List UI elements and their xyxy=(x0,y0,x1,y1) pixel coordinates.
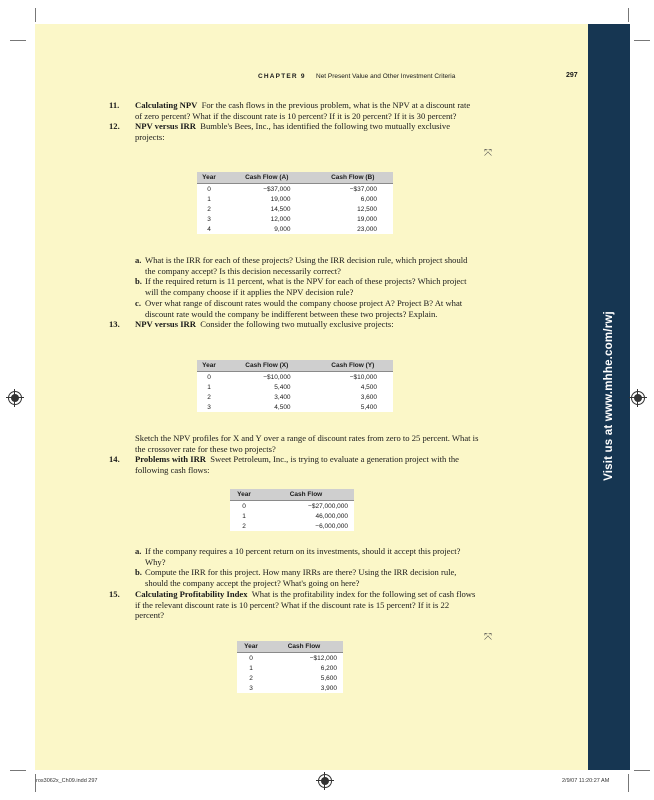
column-header: Year xyxy=(237,641,265,653)
crop-mark xyxy=(10,770,26,771)
registration-mark-icon xyxy=(318,774,332,788)
column-header: Year xyxy=(197,172,221,184)
table-cell: 4,500 xyxy=(274,403,291,411)
table-cell: 3,400 xyxy=(274,393,291,401)
table-cell: 2 xyxy=(207,205,211,213)
column-header: Cash Flow (A) xyxy=(221,172,313,184)
problem-13 xyxy=(109,319,479,330)
problem-number: 12. xyxy=(109,121,120,132)
crop-mark xyxy=(10,40,26,41)
column-header: Year xyxy=(197,360,221,372)
problem-number: 14. xyxy=(109,454,120,465)
cash-flow-table-14 xyxy=(230,489,354,531)
sub-question-14a xyxy=(109,546,479,567)
table-cell: 2 xyxy=(242,522,246,530)
problem-number: 15. xyxy=(109,588,120,599)
table-cell: 3 xyxy=(207,403,211,411)
table-cell: 2 xyxy=(249,674,253,682)
problem-12 xyxy=(109,121,479,142)
problem-title: Calculating NPV xyxy=(135,100,198,110)
page-number: 297 xyxy=(566,72,578,79)
table-cell: 3,600 xyxy=(360,393,377,401)
table-cell: 2 xyxy=(207,393,211,401)
table-cell: −$37,000 xyxy=(263,185,291,193)
problem-title: Problems with IRR xyxy=(135,454,206,465)
cross-reference-icon: ⤧ xyxy=(484,148,492,159)
table-cell: 0 xyxy=(207,185,211,193)
crop-mark xyxy=(634,770,650,771)
problem-text: For the cash flows in the previous problem, what is the NPV at a discount rate of zero percent? What if the discount rate is 10 percent? If it is 20 percent? If it is 30 percent? xyxy=(135,100,471,121)
cash-flow-table-13 xyxy=(197,360,393,412)
table-row xyxy=(197,224,393,234)
column-header: Year xyxy=(230,489,258,501)
table-cell: 19,000 xyxy=(357,215,377,223)
column-header: Cash Flow (B) xyxy=(313,172,393,184)
problem-title: Calculating Profitability Index xyxy=(135,588,248,599)
sub-letter: b. xyxy=(135,276,142,287)
table-cell: 3 xyxy=(249,684,253,692)
cash-flow-table-15 xyxy=(237,641,343,693)
table-cell: −$10,000 xyxy=(349,373,377,381)
table-row xyxy=(230,521,354,531)
table-row xyxy=(197,382,393,392)
problem-block-14-15 xyxy=(109,546,479,621)
problem-15 xyxy=(109,589,479,621)
table-cell: 0 xyxy=(242,502,246,510)
problem-title: NPV versus IRR xyxy=(135,121,196,132)
sub-letter: b. xyxy=(135,567,142,578)
sub-letter: a. xyxy=(135,546,142,556)
table-row xyxy=(197,194,393,204)
problem-number: 11. xyxy=(109,100,120,110)
table-row xyxy=(197,402,393,412)
sidebar-url-text: Visit us at www.mhhe.com/rwj xyxy=(603,311,615,481)
file-slug: ros3062x_Ch09.indd 297 xyxy=(36,778,98,784)
problem-13-followup: Sketch the NPV profiles for X and Y over a range of discount rates from zero to 25 percent. What is the crossover rate for these two projects? xyxy=(135,433,479,454)
sub-question-12a xyxy=(109,255,479,276)
problem-title: NPV versus IRR xyxy=(135,319,196,330)
column-header: Cash Flow xyxy=(265,641,343,653)
table-cell: 1 xyxy=(242,512,246,520)
table-cell: 4 xyxy=(207,225,211,233)
problem-text: Sweet Petroleum, Inc., is trying to evaluate a generation project with the following cash flows: xyxy=(135,454,459,476)
table-row xyxy=(197,372,393,383)
table-row xyxy=(230,501,354,512)
table-cell: −$37,000 xyxy=(349,185,377,193)
table-cell: 14,500 xyxy=(270,205,291,213)
table-header-row xyxy=(197,360,393,372)
sub-text: What is the IRR for each of these projects? Using the IRR decision rule, which project should the company accept? Is this decision necessarily correct? xyxy=(145,255,468,276)
crop-mark xyxy=(634,40,650,41)
table-row xyxy=(237,683,343,693)
cross-reference-icon: ⤧ xyxy=(484,632,492,643)
sub-letter: c. xyxy=(135,297,141,308)
table-cell: −6,000,000 xyxy=(315,522,348,530)
table-header-row xyxy=(237,641,343,653)
table-row xyxy=(237,673,343,683)
table-row xyxy=(197,214,393,224)
table-cell: 12,000 xyxy=(270,215,291,223)
column-header: Cash Flow xyxy=(258,489,354,501)
sub-question-12b xyxy=(109,276,479,297)
table-cell: 3 xyxy=(207,215,211,223)
table-row xyxy=(197,204,393,214)
registration-mark-icon xyxy=(8,391,22,405)
column-header: Cash Flow (X) xyxy=(221,360,313,372)
sub-text: Compute the IRR for this project. How many IRRs are there? Using the IRR decision rule, should the company accept the project? What's going on here? xyxy=(145,567,457,589)
problem-text: Consider the following two mutually exclusive projects: xyxy=(200,319,394,330)
sub-text: If the required return is 11 percent, what is the NPV for each of these projects? Which project will the company choose if it applies the NPV decision rule? xyxy=(145,276,467,298)
table-cell: 19,000 xyxy=(270,195,291,203)
table-cell: 9,000 xyxy=(274,225,291,233)
table-cell: 1 xyxy=(249,664,253,672)
crop-mark xyxy=(35,8,36,22)
problem-block-13-14 xyxy=(109,433,479,476)
problem-block-12-13 xyxy=(109,255,479,330)
table-cell: −$12,000 xyxy=(309,654,337,662)
table-cell: −$10,000 xyxy=(263,373,291,381)
table-row xyxy=(197,392,393,402)
table-header-row xyxy=(230,489,354,501)
sub-question-12c xyxy=(109,298,479,319)
sub-question-14b xyxy=(109,567,479,588)
table-cell: 5,600 xyxy=(320,674,337,682)
table-cell: 6,200 xyxy=(320,664,337,672)
table-cell: 0 xyxy=(249,654,253,662)
table-cell: 1 xyxy=(207,383,211,391)
table-header-row xyxy=(197,172,393,184)
table-row xyxy=(230,511,354,521)
problem-number: 13. xyxy=(109,319,120,330)
table-cell: −$27,000,000 xyxy=(308,502,348,510)
table-cell: 6,000 xyxy=(360,195,377,203)
chapter-label: CHAPTER 9 xyxy=(258,73,306,80)
table-row xyxy=(237,653,343,664)
table-cell: 0 xyxy=(207,373,211,381)
sub-text: Over what range of discount rates would the company choose project A? Project B? At what discount rate would the company be indifferent between these two projects? Explain. xyxy=(145,297,463,319)
table-cell: 3,900 xyxy=(320,684,337,692)
cash-flow-table-12 xyxy=(197,172,393,234)
column-header: Cash Flow (Y) xyxy=(313,360,393,372)
timestamp-slug: 2/9/07 11:20:27 AM xyxy=(562,778,610,784)
table-row xyxy=(237,663,343,673)
crop-mark xyxy=(628,774,629,792)
sub-text: If the company requires a 10 percent return on its investments, should it accept this project? Why? xyxy=(145,546,461,567)
problem-text: Bumble's Bees, Inc., has identified the following two mutually exclusive projects: xyxy=(135,121,451,143)
table-cell: 23,000 xyxy=(357,225,377,233)
table-cell: 46,000,000 xyxy=(315,512,348,520)
problem-block-11-12 xyxy=(109,100,479,143)
table-cell: 5,400 xyxy=(360,403,377,411)
problem-text: What is the profitability index for the following set of cash flows if the relevant discount rate is 10 percent? What if the discount rate is 15 percent? If it is 22 percent? xyxy=(135,588,476,621)
table-cell: 5,400 xyxy=(274,383,291,391)
sub-letter: a. xyxy=(135,255,142,265)
problem-14 xyxy=(109,454,479,475)
table-row xyxy=(197,184,393,195)
table-cell: 4,500 xyxy=(360,383,377,391)
problem-11 xyxy=(109,100,479,121)
table-cell: 1 xyxy=(207,195,211,203)
registration-mark-icon xyxy=(631,391,645,405)
crop-mark xyxy=(628,8,629,22)
table-cell: 12,500 xyxy=(357,205,377,213)
chapter-title: Net Present Value and Other Investment Criteria xyxy=(316,73,456,80)
